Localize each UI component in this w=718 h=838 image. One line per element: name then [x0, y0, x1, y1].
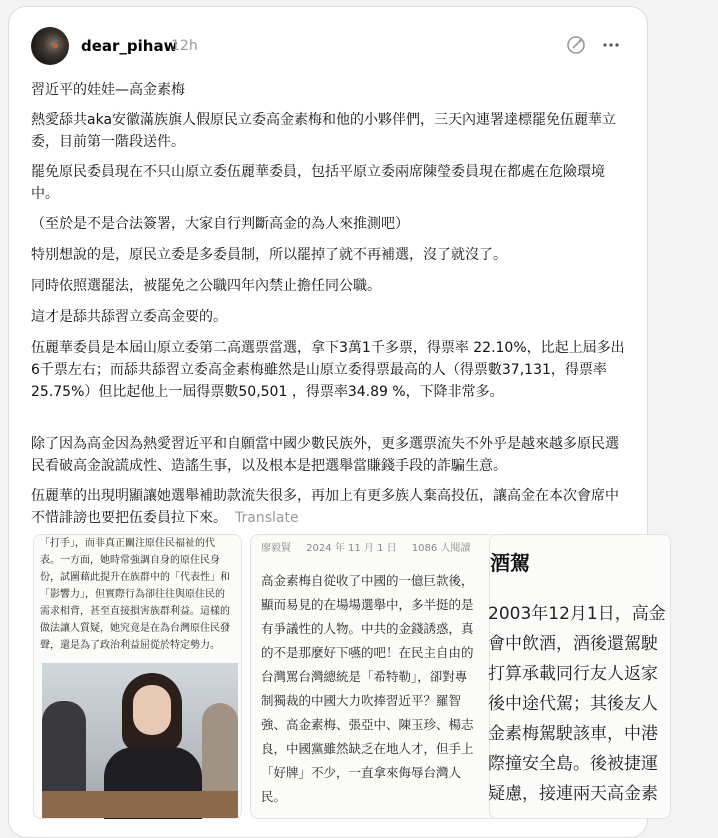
image-text-line: 表。一方面，她時常強調自身的原住民身: [40, 555, 220, 566]
image-text-line: 良，中國黨雖然缺乏在地人才，但手上: [261, 741, 474, 756]
post-time[interactable]: 12h: [171, 38, 198, 54]
post-image-2[interactable]: [250, 534, 513, 819]
image-text-line: 做法讓人質疑，她究竟是在為台灣原住民發: [40, 623, 230, 634]
image-text-line: 的不是那麼好下嚥的吧！在民主自由的: [261, 645, 474, 660]
post-card: [8, 6, 666, 838]
image-text-line: 「打手」，而非真正關注原住民福祉的代: [40, 538, 215, 549]
image-text-line: 有爭議性的人物。中共的金錢誘惑，真: [261, 621, 474, 636]
post-paragraph: 伍麗華委員是本屆山原立委第二高選票當選，拿下3萬1千多票，得票率 22.10%，比起上屆多出6千票左右；而舔共舔習立委高金素梅雖然是山原立委得票最高的人（得票數37,131，得票率 25.75%）但比起他上一屆得票數50,501 ，得票率34.89 %，下降非常多。: [31, 340, 625, 400]
post-paragraph: （至於是不是合法簽署，大家自行判斷高金的為人來推測吧）: [31, 216, 409, 232]
article-views: 1086 人閱讀: [411, 543, 471, 554]
image-text-line: 聲，還是為了政治利益屈從於特定勢力。: [40, 640, 220, 651]
post-image-3[interactable]: [489, 534, 671, 819]
post-title: 習近平的娃娃—高金素梅: [31, 82, 185, 98]
image-text-line: 顯而易見的在場場選舉中，多半挺的是: [261, 597, 474, 612]
image-text-line: 疑慮，接連兩天高金素: [488, 784, 658, 804]
post-paragraph: 同時依照選罷法，被罷免之公職四年內禁止擔任同公職。: [31, 278, 381, 294]
image-3-text: [488, 599, 718, 809]
image-text-line: 份，試圖藉此提升在族群中的「代表性」和: [40, 572, 230, 583]
post-paragraph: 罷免原民委員現在不只山原立委伍麗華委員，包括平原立委兩席陳瑩委員現在都處在危險環境中。: [31, 164, 605, 202]
image-text-line: 強、高金素梅、張亞中、陳玉珍、楊志: [261, 717, 474, 732]
username[interactable]: dear_pihaw: [81, 37, 178, 55]
image-text-line: 2003年12月1日，高金: [488, 604, 666, 624]
post-paragraph-text: 伍麗華的出現明顯讓她選舉補助款流失很多，再加上有更多族人棄高投伍，讓高金在本次會席中不惜誹謗也要把伍委員拉下來。: [31, 488, 619, 526]
image-text-line: 制獨裁的中國大力吹捧習近平？羅智: [261, 693, 462, 708]
post-paragraph: 熱愛舔共aka安徽滿族旗人假原民立委高金素梅和他的小夥伴們，三天內連署達標罷免伍麗華立委，目前第一階段送件。: [31, 112, 617, 150]
image-3-title: 酒駕: [490, 551, 530, 575]
post-header: [31, 27, 631, 67]
article-author: 廖毅賢: [261, 543, 291, 554]
image-1-text: [40, 535, 236, 654]
image-carousel[interactable]: [31, 534, 671, 824]
edit-circle-icon[interactable]: [564, 33, 588, 57]
article-meta: [261, 539, 482, 554]
image-text-line: 民。: [261, 789, 287, 804]
translate-link[interactable]: Translate: [235, 510, 299, 526]
image-2-text: [261, 569, 505, 809]
image-text-line: 打算承載同行友人返家: [488, 664, 658, 684]
more-horizontal-icon[interactable]: [599, 33, 623, 57]
post-image-1[interactable]: [33, 534, 242, 819]
image-text-line: 會中飲酒，酒後還駕駛: [488, 634, 658, 654]
image-text-line: 台灣罵台灣總統是「希特勒」，卻對專: [261, 669, 468, 684]
image-text-line: 後中途代駕；其後友人: [488, 694, 658, 714]
photo: [42, 663, 238, 818]
image-text-line: 「影響力」，但實際行為卻往往與原住民的: [40, 589, 225, 600]
post-paragraph: 除了因為高金因為熱愛習近平和自願當中國少數民族外，更多選票流失不外乎是越來越多原民選民看破高金說謊成性、造謠生事，以及根本是把選舉當賺錢手段的詐騙生意。: [31, 436, 619, 474]
article-date: 2024 年 11 月 1 日: [306, 543, 397, 554]
image-text-line: 需求相背，甚至直接損害族群利益。這樣的: [40, 606, 230, 617]
post-paragraph: 特別想說的是，原民立委是多委員制，所以罷掉了就不再補選，沒了就沒了。: [31, 247, 507, 263]
post-paragraph-last: [31, 485, 629, 529]
image-text-line: 際撞安全島。後被捷運: [488, 754, 658, 774]
post-paragraph: 這才是舔共舔習立委高金要的。: [31, 309, 227, 325]
avatar[interactable]: [31, 27, 69, 65]
image-text-line: 高金素梅自從收了中國的一億巨款後，: [261, 573, 474, 588]
image-text-line: 金素梅駕駛該車，中港: [488, 724, 658, 744]
image-text-line: 「好牌」不少，一直拿來侮辱台灣人: [261, 765, 462, 780]
